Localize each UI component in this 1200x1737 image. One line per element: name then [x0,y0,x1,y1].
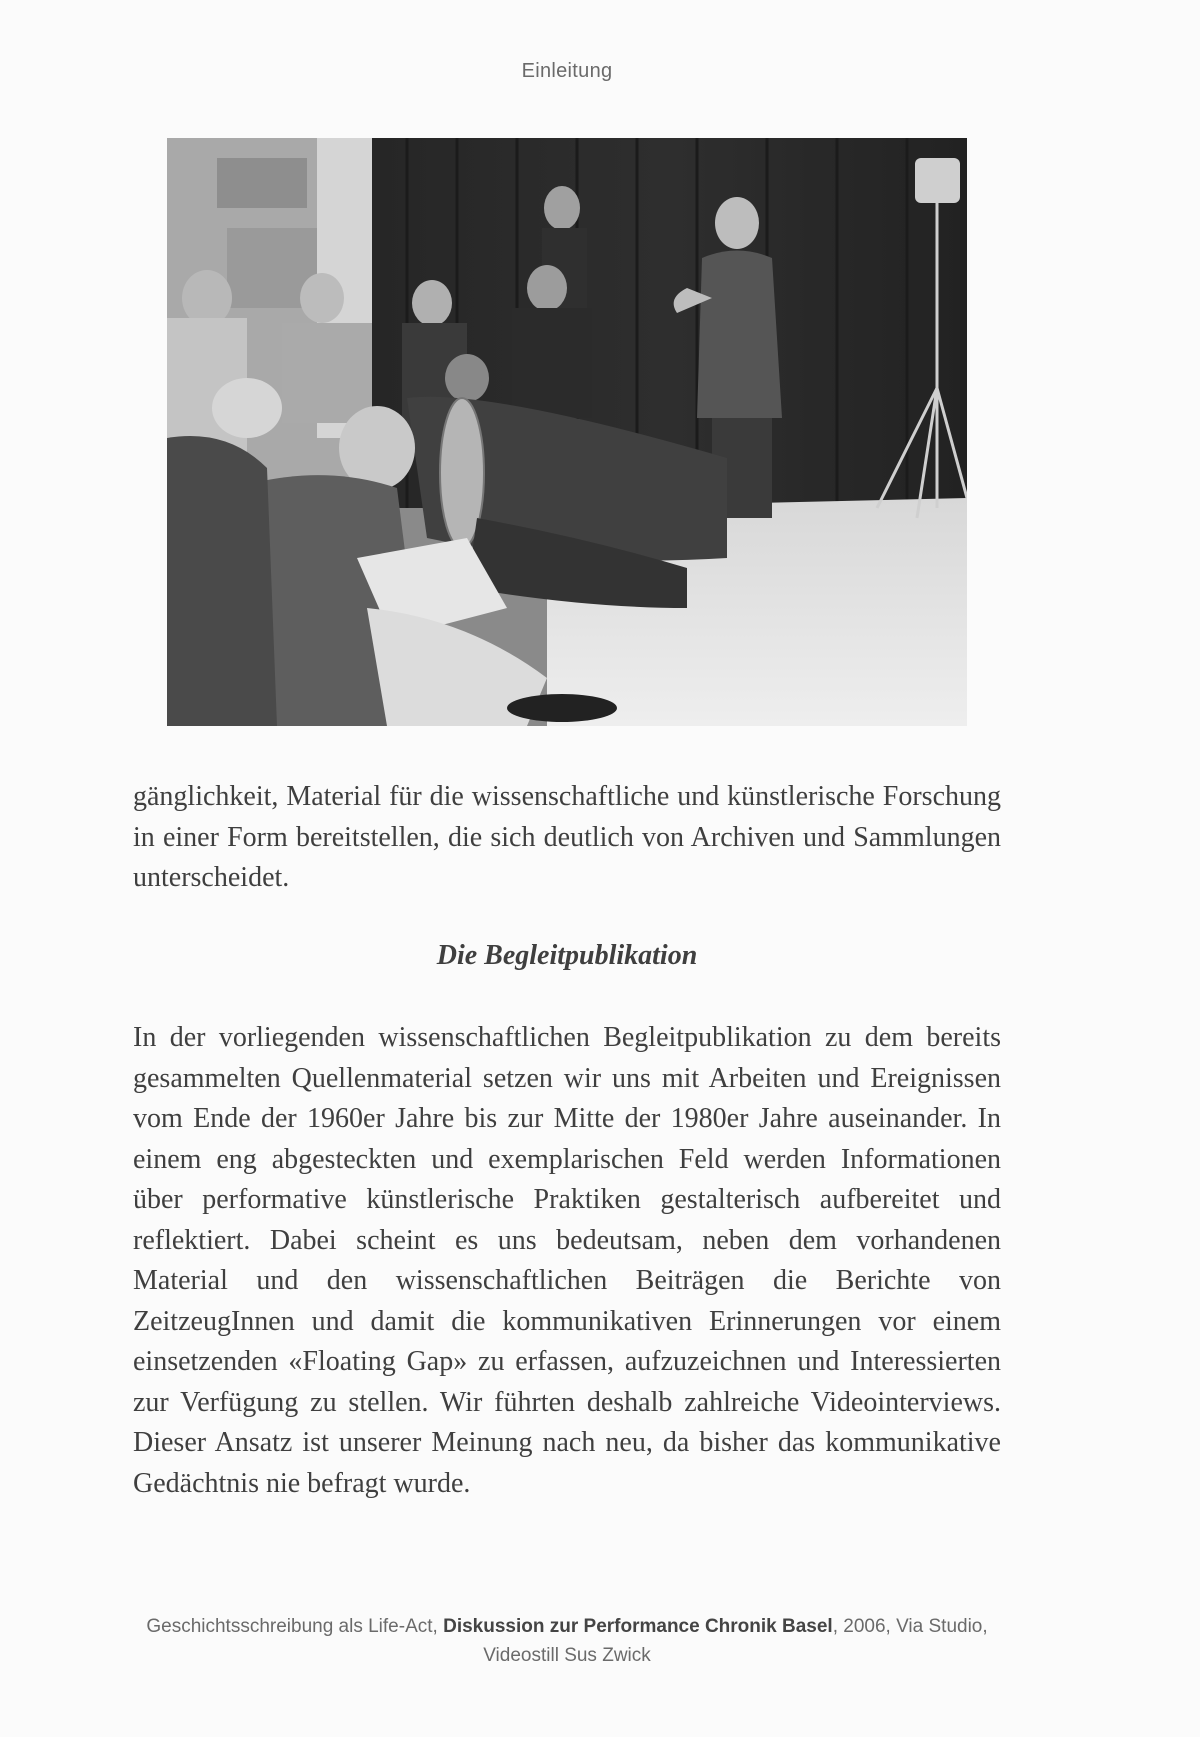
caption-suffix: , 2006, Via Studio, [832,1616,988,1637]
photo-caption [133,1612,1001,1670]
caption-title: Diskussion zur Performance Chronik Basel [443,1616,833,1637]
paragraph-2: In der vorliegenden wissenschaftlichen Begleitpublikation zu dem bereits gesammelten Quellenmaterial setzen wir uns mit Arbeiten und Ereignissen vom Ende der 1960er Jahre bis zur Mitte der 1980er Jahre auseinander. In einem eng abgesteckten und exemplarischen Feld werden Informationen über performative künstlerische Praktiken gestalterisch aufbereitet und reflektiert. Dabei scheint es uns bedeutsam, neben dem vorhandenen Material und den wissenschaftlichen Beiträgen die Berichte von ZeitzeugInnen und damit die kommunikativen Erinnerungen vor einem einsetzenden «Floating Gap» zu erfassen, aufzuzeichnen und Interessierten zur Verfügung zu stellen. Wir führten deshalb zahlreiche Videointerviews. Dieser Ansatz ist unserer Meinung nach neu, da bisher das kommunikative Gedächtnis nie befragt wurde. [133,1022,1001,1499]
photo-illustration [167,138,967,726]
caption-credit: Videostill Sus Zwick [483,1645,651,1666]
running-head: Einleitung [521,60,613,82]
paragraph-1: gänglichkeit, Material für die wissenschaftliche und künstlerische Forschung in einer Form bereitstellen, die sich deutlich von Archiven und Sammlungen unterscheidet. [133,781,1001,893]
discussion-photo [167,138,967,726]
section-heading: Die Begleitpublikation [436,940,698,971]
caption-prefix: Geschichtsschreibung als Life-Act, [146,1616,444,1637]
